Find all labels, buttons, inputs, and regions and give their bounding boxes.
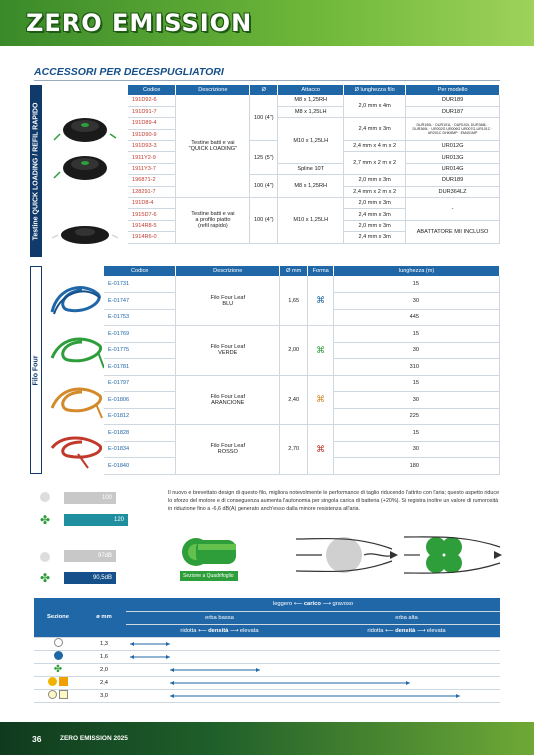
attacco-cell: M10 x 1,25LH (278, 198, 344, 244)
desc-cell: Filo Four Leaf ROSSO (176, 425, 280, 475)
section-title: ACCESSORI PER DECESPUGLIATORI (34, 66, 224, 78)
length-cell: 15 (334, 375, 500, 392)
col-header-diam: Ø mm (280, 266, 308, 276)
table-row (34, 637, 500, 650)
length-cell: 30 (334, 441, 500, 458)
section-icon-cell (34, 650, 82, 663)
usage-range-arrow (126, 639, 500, 649)
sezione-header: Sezione (34, 598, 82, 637)
lunghezza-cell: 2,4 mm x 3m (344, 209, 406, 220)
code-cell: 1915D7-6 (128, 209, 176, 220)
table-row (104, 425, 500, 442)
usage-range-cell (126, 663, 500, 676)
col-header-lunghezza: Ø lunghezza filo (344, 85, 406, 95)
trimmer-head-image-3 (52, 220, 118, 254)
table-header-row (104, 266, 500, 276)
modello-cell: DUR364LZ (406, 186, 500, 197)
length-cell: 30 (334, 392, 500, 409)
modello-cell: ABATTATORE MII INCLUSO (406, 220, 500, 243)
perf-bar-standard: 100 (64, 492, 116, 504)
round-section-icon (40, 492, 50, 502)
code-cell: E-01812 (104, 408, 176, 425)
code-cell: 1914R6-0 (128, 232, 176, 243)
length-cell: 225 (334, 408, 500, 425)
table-row (34, 676, 500, 689)
line-coil-green-image (48, 330, 104, 370)
modello-cell: DUR187 (406, 106, 500, 117)
lunghezza-cell: 2,4 mm x 3m (344, 232, 406, 243)
usage-range-cell (126, 637, 500, 650)
col-header-codice: Codice (104, 266, 176, 276)
usage-range-arrow (126, 678, 500, 688)
length-cell: 310 (334, 359, 500, 376)
attacco-cell: M8 x 1,25RH (278, 175, 344, 198)
code-cell: E-01797 (104, 375, 176, 392)
noise-bar-standard: 97dB (64, 550, 116, 562)
code-cell: E-01747 (104, 293, 176, 310)
arrow-right-icon: ⟶ (322, 601, 331, 608)
diam-cell: 2,40 (280, 375, 308, 425)
modello-cell: DUR190L · DUR191L · DUR192L DUR368L · DUR369L · UR002G UR006G UR007G-UR101C · UR201C DHK8MP · EM401MP (406, 118, 500, 141)
usage-range-arrow (126, 691, 500, 701)
table-row (104, 375, 500, 392)
diam-cell: 100 (4") (250, 175, 278, 198)
lunghezza-cell: 2,0 mm x 3m (344, 220, 406, 231)
desc-cell: Filo Four Leaf ARANCIONE (176, 375, 280, 425)
col-header-codice: Codice (128, 85, 176, 95)
page-number: 36 (32, 734, 42, 744)
shape-cell (308, 375, 334, 425)
section-icon-cell (34, 676, 82, 689)
code-cell: E-01769 (104, 326, 176, 343)
line-coil-orange-image (48, 380, 104, 420)
diam-cell: 1,6 (82, 650, 126, 663)
table-row (34, 663, 500, 676)
code-cell: E-01753 (104, 309, 176, 326)
code-cell: 1911Y2-9 (128, 152, 176, 163)
code-cell: 191D91-7 (128, 106, 176, 117)
code-cell: 128291-7 (128, 186, 176, 197)
line-coil-red-image (48, 430, 104, 470)
four-leaf-icon: ⌘ (316, 295, 326, 305)
perf-bar-quad: 120 (64, 514, 128, 526)
load-scale-header: leggero ⟵ carico ⟶ gravoso (126, 598, 500, 611)
lunghezza-cell: 2,4 mm x 2 m x 2 (344, 186, 406, 197)
lunghezza-cell: 2,7 mm x 2 m x 2 (344, 152, 406, 175)
modello-cell: UR014G (406, 163, 500, 174)
side-label-testine: Testine QUICK LOADING / REFIL RAPIDO (30, 85, 42, 257)
quad-section-icon: ✤ (40, 513, 51, 527)
col-header-lunghezza: lunghezza (m) (334, 266, 500, 276)
table-row (34, 689, 500, 702)
length-cell: 15 (334, 276, 500, 293)
table-row (104, 276, 500, 293)
modello-cell: DUR189 (406, 175, 500, 186)
diam-cell: 2,4 (82, 676, 126, 689)
attacco-cell: M8 x 1,25LH (278, 106, 344, 117)
col-header-diam: Ø (250, 85, 278, 95)
usage-header-row (34, 598, 500, 611)
erba-alta-header: erba alta (313, 611, 500, 624)
four-leaf-icon: ⌘ (316, 344, 326, 355)
col-header-forma: Forma (308, 266, 334, 276)
attacco-cell: M8 x 1,25RH (278, 95, 344, 106)
usage-range-cell (126, 689, 500, 702)
round-line-icon (48, 690, 57, 699)
diam-cell: 100 (4") (250, 95, 278, 141)
code-cell: 196871-2 (128, 175, 176, 186)
attacco-cell: Spline 10T (278, 163, 344, 174)
code-cell: 191D8-4 (128, 198, 176, 209)
trimmer-head-image-2 (52, 150, 118, 194)
modello-cell: - (406, 198, 500, 221)
length-cell: 180 (334, 458, 500, 475)
diam-cell: 2,00 (280, 326, 308, 376)
header-title: ZERO EMISSION (26, 9, 253, 37)
code-cell: E-01840 (104, 458, 176, 475)
quad-line-cross-section-image (176, 530, 240, 570)
length-cell: 15 (334, 425, 500, 442)
col-header-descrizione: Descrizione (176, 266, 280, 276)
length-cell: 30 (334, 342, 500, 359)
code-cell: 191D90-9 (128, 129, 176, 140)
desc-cell: Testine batti e vai "QUICK LOADING" (176, 95, 250, 198)
attacco-cell: M10 x 1,25LH (278, 118, 344, 164)
col-header-modello: Per modello (406, 85, 500, 95)
noise-bar-quad: 90,5dB (64, 572, 116, 584)
quad-line-icon: ✤ (53, 664, 63, 675)
table-header-row (128, 85, 500, 95)
modello-cell: DUR189 (406, 95, 500, 106)
lunghezza-cell: 2,4 mm x 3m (344, 118, 406, 141)
usage-range-cell (126, 650, 500, 663)
modello-cell: UR012G (406, 141, 500, 152)
four-leaf-icon: ⌘ (316, 394, 326, 405)
arrow-left-icon: ⟵ (293, 601, 303, 608)
shape-cell (308, 425, 334, 475)
table-row (128, 95, 500, 106)
table-row (128, 198, 500, 209)
line-coil-blue-image (48, 280, 104, 320)
density-scale-low: ridotta ⟵ densità ⟶ elevata (126, 624, 313, 637)
trimmer-heads-table (128, 85, 500, 244)
col-header-descrizione: Descrizione (176, 85, 250, 95)
lunghezza-cell: 2,4 mm x 4 m x 2 (344, 141, 406, 152)
lunghezza-cell: 2,0 mm x 3m (344, 175, 406, 186)
erba-bassa-header: erba bassa (126, 611, 313, 624)
diam-cell: 125 (5") (250, 141, 278, 175)
footer-banner (0, 722, 534, 755)
shape-cell (308, 326, 334, 376)
round-line-icon (54, 638, 63, 647)
square-line-icon (59, 690, 68, 699)
code-cell: E-01828 (104, 425, 176, 442)
diam-cell: 100 (4") (250, 198, 278, 244)
round-line-icon (48, 677, 57, 686)
lunghezza-cell: 2,0 mm x 3m (344, 198, 406, 209)
usage-guide-table (34, 598, 500, 703)
code-cell: E-01806 (104, 392, 176, 409)
line-table (104, 266, 500, 475)
code-cell: 1914R8-5 (128, 220, 176, 231)
diam-cell: 2,70 (280, 425, 308, 475)
code-cell: E-01775 (104, 342, 176, 359)
airflow-comparison-diagram (294, 525, 504, 585)
section-icon-cell (34, 663, 82, 676)
diam-cell: 1,65 (280, 276, 308, 326)
code-cell: 191D93-3 (128, 141, 176, 152)
usage-range-arrow (126, 665, 500, 675)
usage-range-cell (126, 676, 500, 689)
diam-cell: 1,3 (82, 637, 126, 650)
section-divider (34, 80, 500, 81)
table-row (104, 326, 500, 343)
code-cell: E-01731 (104, 276, 176, 293)
side-label-filo: Filo Four (30, 266, 42, 474)
desc-cell: Testine batti e vai a profilo piatto (refil rapido) (176, 198, 250, 244)
length-cell: 30 (334, 293, 500, 310)
section-icon-cell (34, 637, 82, 650)
desc-cell: Filo Four Leaf VERDE (176, 326, 280, 376)
shape-cell (308, 276, 334, 326)
four-leaf-icon: ⌘ (316, 443, 326, 454)
diam-cell: 3,0 (82, 689, 126, 702)
code-cell: 191D89-4 (128, 118, 176, 129)
quad-section-icon: ✤ (40, 571, 51, 585)
quad-section-label: Sezione a Quadrifoglio (180, 571, 238, 581)
footer-text: ZERO EMISSION 2025 (60, 735, 128, 742)
round-line-icon (54, 651, 63, 660)
code-cell: E-01781 (104, 359, 176, 376)
usage-range-arrow (126, 652, 500, 662)
square-line-icon (59, 677, 68, 686)
section-icon-cell (34, 689, 82, 702)
lunghezza-cell: 2,0 mm x 4m (344, 95, 406, 118)
round-section-icon (40, 552, 50, 562)
header-banner (0, 0, 534, 46)
code-cell: 1911Y3-7 (128, 163, 176, 174)
diam-header: ø mm (82, 598, 126, 637)
product-description: Il nuovo e brevettato design di questo filo, migliora notevolmente le performance di taglio riducendo l'attrito con l'aria; questo aspetto riduce lo sforzo del motore e di conseguenza aumenta l'autonomia per singola carica di batteria (+20%). Si registra inoltre un valore di rumorosità in riduzione fino a -6,6 dB(A) generato anch'esso dalla minore resistenza all'aria. (168, 490, 500, 512)
table-row (34, 650, 500, 663)
col-header-attacco: Attacco (278, 85, 344, 95)
code-cell: E-01834 (104, 441, 176, 458)
length-cell: 445 (334, 309, 500, 326)
diam-cell: 2,0 (82, 663, 126, 676)
desc-cell: Filo Four Leaf BLU (176, 276, 280, 326)
length-cell: 15 (334, 326, 500, 343)
modello-cell: UR013G (406, 152, 500, 163)
code-cell: 191D92-6 (128, 95, 176, 106)
density-scale-high: ridotta ⟵ densità ⟶ elevata (313, 624, 500, 637)
